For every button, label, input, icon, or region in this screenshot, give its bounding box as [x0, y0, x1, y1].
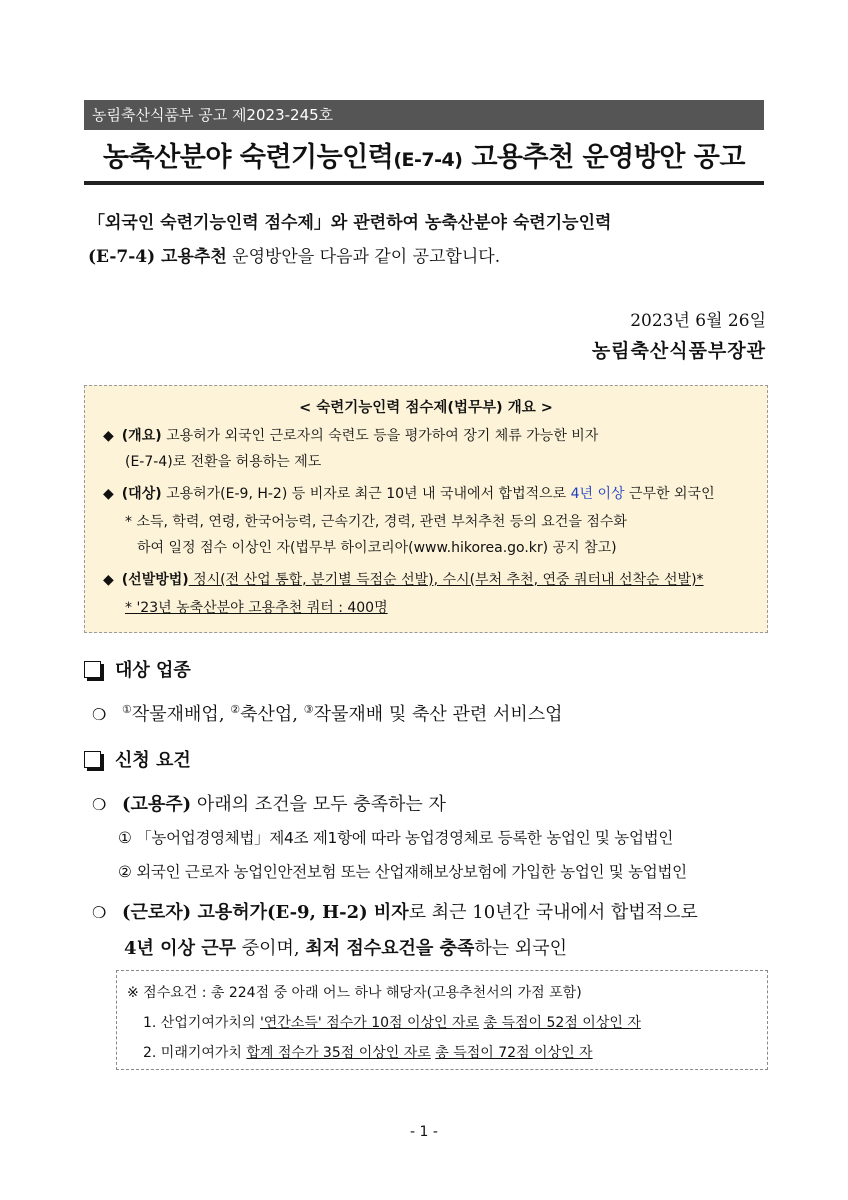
employer-item: ❍ (고용주) 아래의 조건을 모두 충족하는 자	[92, 794, 446, 815]
overview-target: ◆ (대상) 고용허가(E-9, H-2) 등 비자로 최근 10년 내 국내에서 합법적으로 4년 이상 근무한 외국인	[103, 486, 715, 502]
intro-paragraph	[88, 206, 768, 274]
overview-box	[84, 385, 768, 633]
page-title: 농축산분야 숙련기능인력(E-7-4) 고용추천 운영방안 공고	[84, 135, 764, 185]
worker-item-cont: 4년 이상 근무 중이며, 최저 점수요건을 충족하는 외국인	[124, 938, 568, 959]
score-line-1: ※ 점수요건 : 총 224점 중 아래 어느 하나 해당자(고용추천서의 가점 포함)	[127, 985, 582, 1001]
worker-item: ❍ (근로자) 고용허가(E-9, H-2) 비자로 최근 10년간 국내에서 합법적으로	[92, 902, 698, 923]
section-industry	[84, 656, 191, 682]
employer-condition-1: ① 「농어업경영체법」제4조 제1항에 따라 농업경영체로 등록한 농업인 및 농업법인	[118, 829, 674, 847]
announcement-date: 2023년 6월 26일	[630, 311, 766, 331]
section-requirements-title: 신청 요건	[115, 750, 191, 771]
checkbox-square-icon	[84, 661, 101, 678]
circle-bullet-icon: ❍	[92, 795, 107, 814]
score-line-2: 1. 산업기여가치의 '연간소득' 점수가 10점 이상인 자로 총 득점이 52점 이상인 자	[143, 1015, 641, 1031]
circle-bullet-icon: ❍	[92, 903, 107, 922]
target-note-2: 하여 일정 점수 이상인 자(법무부 하이코리아(www.hikorea.go.kr) 공지 참고)	[137, 540, 617, 556]
diamond-bullet-icon: ◆	[103, 486, 114, 502]
issuer-name: 농림축산식품부장관	[591, 340, 766, 362]
overview-method: ◆ (선발방법) 정시(전 산업 통합, 분기별 득점순 선발), 수시(부처 추천, 연중 쿼터내 선착순 선발)*	[103, 572, 704, 588]
notice-number: 농림축산식품부 공고 제2023-245호	[92, 106, 334, 124]
diamond-bullet-icon: ◆	[103, 428, 114, 444]
intro-line2: 운영방안을 다음과 같이 공고합니다.	[226, 247, 501, 267]
target-highlight: 4년 이상	[570, 486, 625, 502]
checkbox-square-icon	[84, 751, 101, 768]
intro-line1: 「외국인 숙련기능인력 점수제」와 관련하여 농축산분야 숙련기능인력	[88, 213, 612, 233]
section-industry-title: 대상 업종	[115, 660, 191, 681]
overview-summary: ◆ (개요) 고용허가 외국인 근로자의 숙련도 등을 평가하여 장기 체류 가능한 비자	[103, 428, 599, 444]
overview-summary-cont: (E-7-4)로 전환을 허용하는 제도	[125, 454, 322, 470]
overview-heading: < 숙련기능인력 점수제(법무부) 개요 >	[299, 400, 553, 416]
notice-number-bar	[84, 100, 764, 130]
circle-bullet-icon: ❍	[92, 705, 107, 724]
page-number: - 1 -	[410, 1124, 438, 1140]
employer-condition-2: ② 외국인 근로자 농업인안전보험 또는 산업재해보상보험에 가입한 농업인 및 농업법인	[118, 863, 687, 881]
quota-note: * '23년 농축산분야 고용추천 쿼터 : 400명	[125, 600, 388, 616]
diamond-bullet-icon: ◆	[103, 572, 114, 588]
score-line-3: 2. 미래기여가치 합계 점수가 35점 이상인 자로 총 득점이 72점 이상인 자	[143, 1045, 593, 1061]
target-note-1: * 소득, 학력, 연령, 한국어능력, 근속기간, 경력, 관련 부처추천 등의 요건을 점수화	[125, 514, 627, 530]
section-requirements	[84, 746, 191, 772]
industry-list: ❍ ①작물재배업, ②축산업, ③작물재배 및 축산 관련 서비스업	[92, 703, 563, 725]
score-requirement-box	[116, 970, 768, 1070]
intro-line2-bold: (E-7-4) 고용추천	[88, 247, 227, 267]
